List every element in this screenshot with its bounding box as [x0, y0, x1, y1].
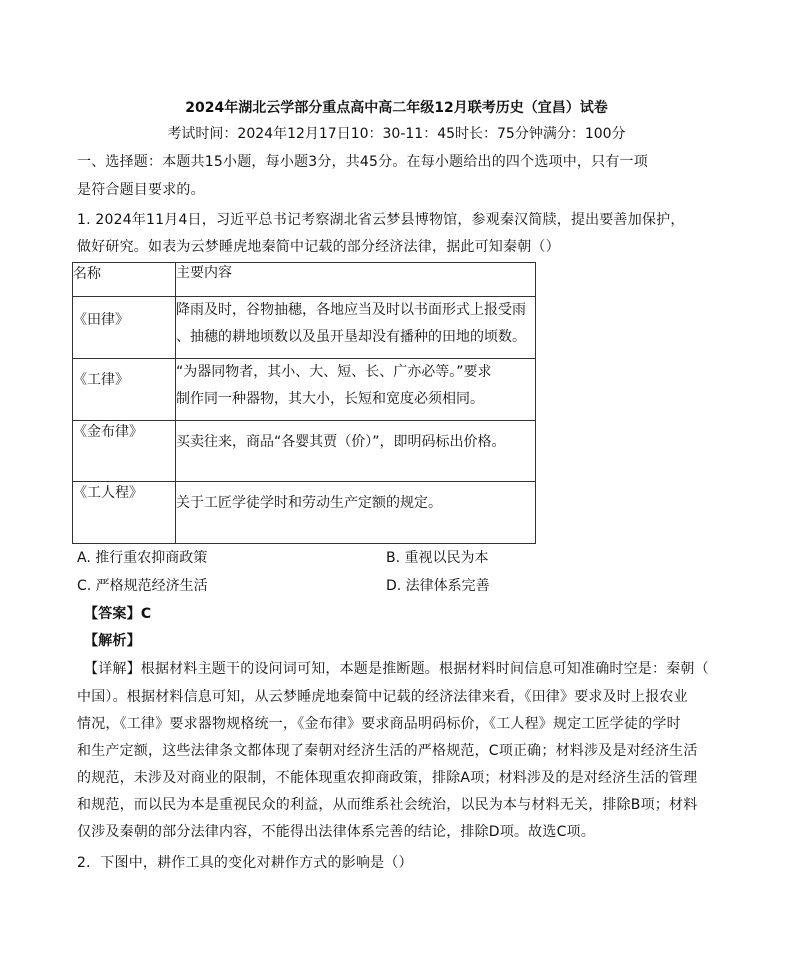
option-b: B. 重视以民为本 — [386, 550, 489, 566]
question1-stem-line1: 1. 2024年11月4日，习近平总书记考察湖北省云梦县博物馆，参观秦汉简牍，提出要善加保护， — [77, 212, 685, 228]
law-content-line: 关于工匠学徒学时和劳动生产定额的规定。 — [176, 495, 442, 511]
option-d: D. 法律体系完善 — [386, 578, 490, 594]
table-row — [73, 421, 536, 482]
law-name: 《金布律》 — [73, 421, 176, 482]
law-content-line: 、抽穗的耕地顷数以及虽开垦却没有播种的田地的顷数。 — [176, 329, 526, 345]
law-name: 《田律》 — [73, 297, 176, 359]
table-header-row — [73, 263, 536, 297]
detail-line: 和规范，而以民为本是重视民众的利益，从而维系社会统治，以民为本与材料无关，排除B项；材料 — [77, 797, 698, 813]
detail-line: 中国）。根据材料信息可知，从云梦睡虎地秦简中记载的经济法律来看，《田律》要求及时上报农业 — [77, 689, 688, 705]
analysis-label: 【解析】 — [84, 633, 141, 649]
section-instruction-line2: 是符合题目要求的。 — [77, 182, 205, 198]
detail-line: 情况，《工律》要求器物规格统一，《金布律》要求商品明码标价，《工人程》规定工匠学徒的学时 — [77, 716, 681, 732]
table-header-name: 名称 — [73, 263, 176, 297]
exam-info: 考试时间：2024年12月17日10：30-11：45时长：75分钟满分：100分 — [167, 126, 626, 142]
law-content-line: 降雨及时，谷物抽穗，各地应当及时以书面形式上报受雨 — [176, 302, 526, 318]
exam-title: 2024年湖北云学部分重点高中高二年级12月联考历史（宜昌）试卷 — [185, 100, 608, 116]
table-row — [73, 359, 536, 421]
law-content — [176, 297, 536, 359]
table-row — [73, 482, 536, 544]
law-content-line: 买卖往来，商品“各婴其贾（价）”，即明码标出价格。 — [176, 434, 506, 450]
detail-line: 的规范，未涉及对商业的限制，不能体现重农抑商政策，排除A项；材料涉及的是对经济生活的管理 — [77, 770, 698, 786]
law-name: 《工人程》 — [73, 482, 176, 544]
table-header-content: 主要内容 — [176, 263, 536, 297]
table-row — [73, 297, 536, 359]
answer-label: 【答案】 — [84, 606, 141, 622]
detail-line: 【详解】根据材料主题干的设问词可知，本题是推断题。根据材料时间信息可知准确时空是：秦朝（ — [84, 661, 709, 677]
law-content-line: 制作同一种器物，其大小，长短和宽度必须相同。 — [176, 391, 484, 407]
law-content-line: “为器同物者，其小、大、短、长、广亦必等。”要求 — [176, 364, 492, 380]
law-content — [176, 482, 536, 544]
question1-stem-line2: 做好研究。如表为云梦睡虎地秦简中记载的部分经济法律，据此可知秦朝（） — [77, 239, 560, 255]
law-table — [72, 262, 536, 544]
law-content — [176, 421, 536, 482]
option-c: C. 严格规范经济生活 — [77, 578, 208, 594]
detail-line: 仅涉及秦朝的部分法律内容，不能得出法律体系完善的结论，排除D项。故选C项。 — [77, 824, 595, 840]
answer-value: C — [140, 606, 152, 622]
detail-line: 和生产定额，这些法律条文都体现了秦朝对经济生活的严格规范，C项正确；材料涉及是对经济生活 — [77, 743, 698, 759]
section-instruction-line1: 一、选择题：本题共15小题，每小题3分，共45分。在每小题给出的四个选项中，只有一项 — [77, 154, 648, 170]
option-a: A. 推行重农抑商政策 — [77, 550, 208, 566]
law-content — [176, 359, 536, 421]
question2-stem: 2．下图中，耕作工具的变化对耕作方式的影响是（） — [77, 855, 413, 871]
answer-line — [84, 603, 151, 623]
law-name: 《工律》 — [73, 359, 176, 421]
